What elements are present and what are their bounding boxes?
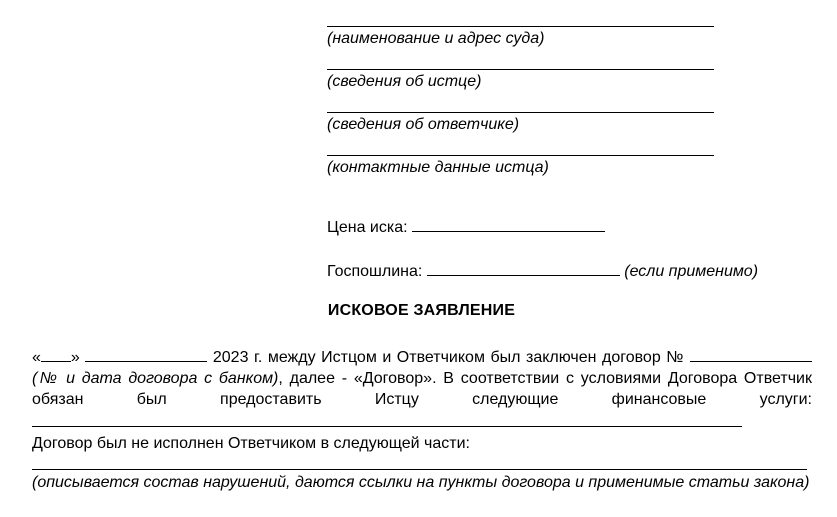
contract-number-blank: [690, 345, 812, 362]
defendant-caption: (сведения об ответчике): [327, 116, 520, 133]
contacts-caption: (контактные данные истца): [327, 159, 549, 176]
court-group: [327, 26, 827, 69]
paragraph-breach: [32, 433, 812, 454]
plaintiff-caption: (сведения об истце): [327, 73, 482, 90]
court-fill-line: [327, 26, 714, 27]
state-fee-label: Госпошлина:: [327, 263, 423, 280]
plaintiff-group: [327, 69, 827, 112]
services-blank: [32, 410, 742, 427]
breach-fill-line: [32, 469, 807, 470]
claim-body: [32, 345, 812, 454]
breach-text: Договор был не исполнен Ответчиком в следующей части:: [32, 435, 470, 452]
contract-text-a: 2023 г. между Истцом и Ответчиком был заключен договор №: [212, 349, 685, 366]
open-quote: «: [32, 349, 41, 366]
breach-note: (описывается состав нарушений, даются ссылки на пункты договора и применимые статьи закона): [32, 474, 810, 491]
paragraph-contract: [32, 345, 812, 433]
claim-price-label: Цена иска:: [327, 219, 408, 236]
document-title: ИСКОВОЕ ЗАЯВЛЕНИЕ: [327, 302, 516, 319]
plaintiff-fill-line: [327, 69, 714, 70]
state-fee-blank: [427, 259, 620, 276]
claim-price-row: [327, 215, 605, 238]
defendant-fill-line: [327, 112, 714, 113]
contract-text-b: , далее - «Договор». В соответствии с условиями Договора Ответчик обязан был предоставить Истцу следующие финансовые услуги:: [32, 370, 812, 408]
addressee-block: [327, 26, 827, 198]
claim-price-blank: [412, 215, 605, 232]
court-caption: (наименование и адрес суда): [327, 30, 545, 47]
contract-number-hint: (№ и дата договора с банком): [32, 370, 279, 387]
defendant-group: [327, 112, 827, 155]
close-quote: »: [70, 349, 80, 366]
contacts-fill-line: [327, 155, 714, 156]
contacts-group: [327, 155, 827, 198]
state-fee-note: (если применимо): [624, 263, 759, 280]
month-blank: [85, 345, 207, 362]
state-fee-row: [327, 259, 758, 282]
day-blank: [41, 345, 71, 362]
